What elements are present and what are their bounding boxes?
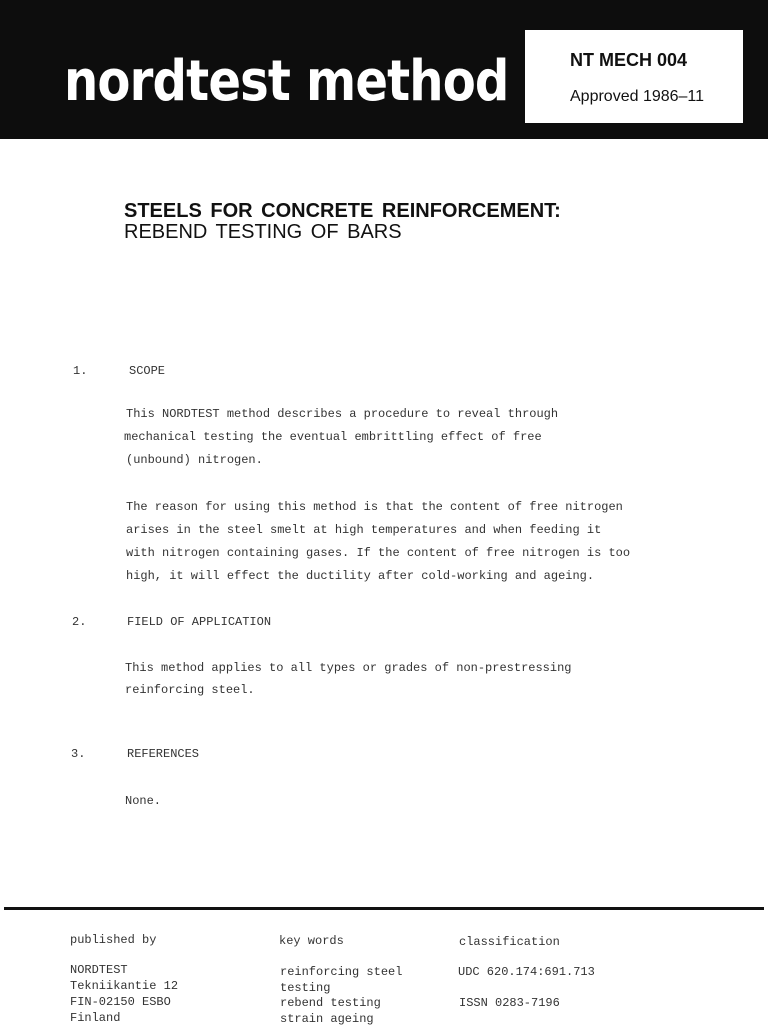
section-1-number: 1. — [73, 364, 88, 378]
classification-label: classification — [459, 935, 560, 949]
section-2-heading: FIELD OF APPLICATION — [127, 615, 272, 629]
publisher-line: Finland — [70, 1011, 121, 1025]
body-line: arises in the steel smelt at high temperatures and when feeding it — [126, 523, 602, 537]
body-line: reinforcing steel. — [125, 683, 255, 697]
section-3-number: 3. — [71, 747, 86, 761]
body-line: (unbound) nitrogen. — [126, 453, 263, 467]
body-line: This method applies to all types or grades of non-prestressing — [125, 661, 572, 675]
body-line: This NORDTEST method describes a procedure to reveal through — [126, 407, 559, 421]
approval-date: Approved 1986–11 — [570, 88, 705, 105]
publisher-line: Tekniikantie 12 — [70, 979, 179, 993]
section-1-heading: SCOPE — [129, 364, 166, 378]
published-by-label: published by — [70, 933, 157, 947]
body-line: mechanical testing the eventual embrittling effect of free — [124, 430, 542, 444]
body-line: with nitrogen containing gases. If the content of free nitrogen is too — [126, 546, 631, 560]
method-code: NT MECH 004 — [570, 50, 688, 70]
document-title-line1: STEELS FOR CONCRETE REINFORCEMENT: — [124, 200, 561, 222]
body-line: high, it will effect the ductility after cold-working and ageing. — [126, 569, 595, 583]
footer-rule — [4, 907, 764, 910]
key-words-label: key words — [279, 934, 344, 948]
body-line: The reason for using this method is that the content of free nitrogen — [126, 500, 623, 514]
publisher-line: NORDTEST — [70, 963, 128, 977]
header-band — [0, 0, 768, 139]
publisher-line: FIN-02150 ESBO — [70, 995, 171, 1009]
section-2-number: 2. — [72, 615, 87, 629]
section-3-heading: REFERENCES — [127, 747, 200, 761]
keyword-line: reinforcing steel — [280, 965, 403, 979]
nordtest-logo: nordtest method — [64, 49, 509, 114]
keyword-line: testing — [280, 981, 331, 995]
keyword-line: rebend testing — [280, 996, 381, 1010]
method-id-box — [525, 30, 743, 123]
classification-line: UDC 620.174:691.713 — [458, 965, 595, 979]
classification-line: ISSN 0283-7196 — [459, 996, 560, 1010]
keyword-line: strain ageing — [280, 1012, 374, 1026]
body-line: None. — [125, 794, 162, 808]
document-title-line2: REBEND TESTING OF BARS — [124, 221, 402, 243]
